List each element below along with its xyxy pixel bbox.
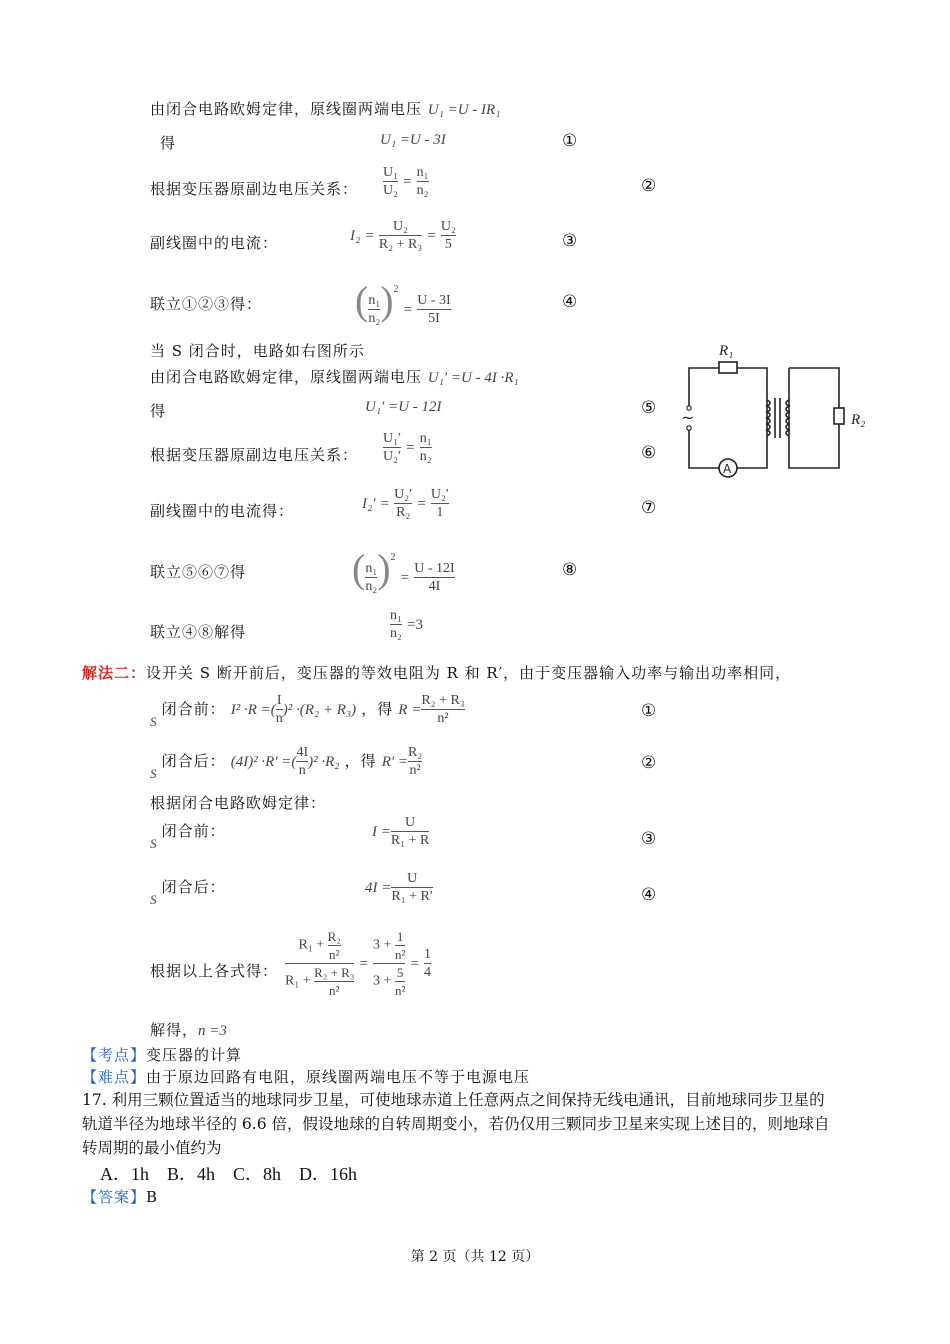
page-footer: 第 2 页（共 12 页） <box>410 1249 540 1265</box>
formula-ohm-after: 4I = $\frac{U}{\text{R₁ + R′}}$ <box>365 871 433 904</box>
resistor-r2 <box>834 408 844 424</box>
step-12: 联立④⑧解得 <box>150 623 247 641</box>
method-2-before: $_S$ 闭合前： I² ·R =( $\frac{I}{n}$ )² ·(R₂ + R₃) ，得 R = $\frac{\text{R₂ + R₃}}{\text{n²}}$ <box>150 693 465 729</box>
primary-coil <box>767 400 770 436</box>
step-8-label: 得 <box>150 402 167 420</box>
step-6: 当 S 闭合时，电路如右图所示 <box>150 342 365 360</box>
r2-label: R₂ <box>851 412 866 428</box>
eq-mark-3: ③ <box>562 231 578 251</box>
kaodian: 【考点】变压器的计算 <box>82 1046 243 1064</box>
eq-mark-5: ⑤ <box>641 398 657 418</box>
step-9: 根据变压器原副边电压关系： <box>150 446 359 464</box>
step-2-label: 得 <box>160 134 177 152</box>
formula-u1-prime: U₁′ =U - 4I ·R₁ <box>427 370 519 386</box>
formula-u1-12i: U₁′ =U - 12I <box>365 399 442 415</box>
question-17-options: A．1h B．4h C．8h D．16h <box>100 1164 358 1184</box>
question-17-stem: 17. 利用三颗位置适当的地球同步卫星，可使地球赤道上任意两点之间保持无线电通讯，目前地球同步卫星的 轨道半径为地球半径的 6.6 倍，假设地球的自转周期变小，若仍仅用三颗同步卫星来实现上述目的，则地球自 转周期的最小值约为 <box>82 1091 830 1157</box>
step-7: 由闭合电路欧姆定律，原线圈两端电压 U₁′ =U - 4I ·R₁ <box>150 368 519 386</box>
nandian-label: 【难点】 <box>82 1068 147 1086</box>
method-2-ohm: 根据闭合电路欧姆定律： <box>150 794 327 812</box>
m2-mark-4: ④ <box>641 885 657 905</box>
eq-mark-8: ⑧ <box>562 560 578 580</box>
formula-current-i2: I₂ = $\frac{\text{U₂}}{\text{R₂ + R₃}}$ = $\frac{\text{U₂}}{5}$ <box>350 219 456 252</box>
nandian: 【难点】由于原边回路有电阻，原线圈两端电压不等于电源电压 <box>82 1068 531 1086</box>
eq-mark-7: ⑦ <box>641 498 657 518</box>
answer-label: 【答案】 <box>82 1188 147 1206</box>
method-2-label: 解法二： <box>82 664 147 682</box>
formula-ohm-before: I = $\frac{U}{\text{R₁ + R}}$ <box>372 815 430 848</box>
resistor-r1 <box>719 362 737 373</box>
method-2-intro: 解法二：设开关 S 断开前后，变压器的等效电阻为 R 和 R′，由于变压器输入功率与输出功率相同， <box>82 664 792 682</box>
step-11: 联立⑤⑥⑦得 <box>150 563 247 581</box>
formula-voltage-ratio-prime: $\frac{\text{U₁′}}{\text{U₂′}}$ = $\frac{\text{n₁}}{\text{n₂}}$ <box>383 431 432 464</box>
formula-voltage-ratio: $\frac{\text{U₁}}{\text{U₂}}$ = $\frac{\text{n₁}}{\text{n₂}}$ <box>383 165 429 198</box>
formula-combine-2: ( $\frac{\text{n₁}}{\text{n₂}}$ )$^2$ = $\frac{U - 12I}{4I}$ <box>352 546 455 594</box>
eq-mark-6: ⑥ <box>641 443 657 463</box>
question-17-answer: 【答案】B <box>82 1188 159 1206</box>
eq-mark-1: ① <box>562 131 578 151</box>
m2-mark-3: ③ <box>641 829 657 849</box>
formula-u1-3i: U₁ =U - 3I <box>380 132 446 148</box>
m2-mark-1: ① <box>641 701 657 721</box>
ammeter-label: A <box>723 462 732 476</box>
step-10: 副线圈中的电流得： <box>150 502 295 520</box>
step-3: 根据变压器原副边电压关系： <box>150 180 359 198</box>
method-2-solve: 解得，n =3 <box>150 1021 227 1039</box>
step-1: 由闭合电路欧姆定律，原线圈两端电压 U₁ =U - IR₁ <box>150 100 501 118</box>
ac-source-label: ~ <box>681 408 695 427</box>
r1-label: R₁ <box>719 343 734 359</box>
kaodian-label: 【考点】 <box>82 1046 147 1064</box>
circuit-diagram <box>675 338 875 478</box>
formula-u1: U₁ =U - IR₁ <box>427 102 501 118</box>
step-4: 副线圈中的电流： <box>150 234 279 252</box>
m2-mark-2: ② <box>641 753 657 773</box>
method-2-ohm-after: $_S$ 闭合后： <box>150 878 226 907</box>
formula-current-i2-prime: I₂′ = $\frac{\text{U₂′}}{\text{R₂}}$ = $\frac{\text{U₂′}}{1}$ <box>362 487 449 520</box>
method-2-after: $_S$ 闭合后： (4I)² ·R' =( $\frac{4I}{n}$ )² ·R₂ ，得 R′ = $\frac{\text{R₂}}{\text{n²}}$ <box>150 745 423 781</box>
formula-combine-1: ( $\frac{\text{n₁}}{\text{n₂}}$ )$^2$ = $\frac{U - 3I}{5I}$ <box>355 278 451 326</box>
step-5: 联立①②③得： <box>150 295 263 313</box>
eq-mark-2: ② <box>641 176 657 196</box>
method-2-ohm-before: $_S$ 闭合前： <box>150 822 226 851</box>
formula-result-3: $\frac{\text{n₁}}{\text{n₂}}$ =3 <box>390 608 423 641</box>
eq-mark-4: ④ <box>562 292 578 312</box>
method-2-combine: 根据以上各式得： <box>150 962 279 980</box>
formula-combined-ratio: R₁ + $\frac{\text{R₂}}{\text{n²}}$ R₁ + $\frac{\text{R₂ + R₃}}{\text{n²}}$ = 3 + $\frac{1}{\text{n²}}$ 3 + $\frac{5}{\text{n²}}$ = $\frac{1}{4}$ <box>285 929 431 998</box>
